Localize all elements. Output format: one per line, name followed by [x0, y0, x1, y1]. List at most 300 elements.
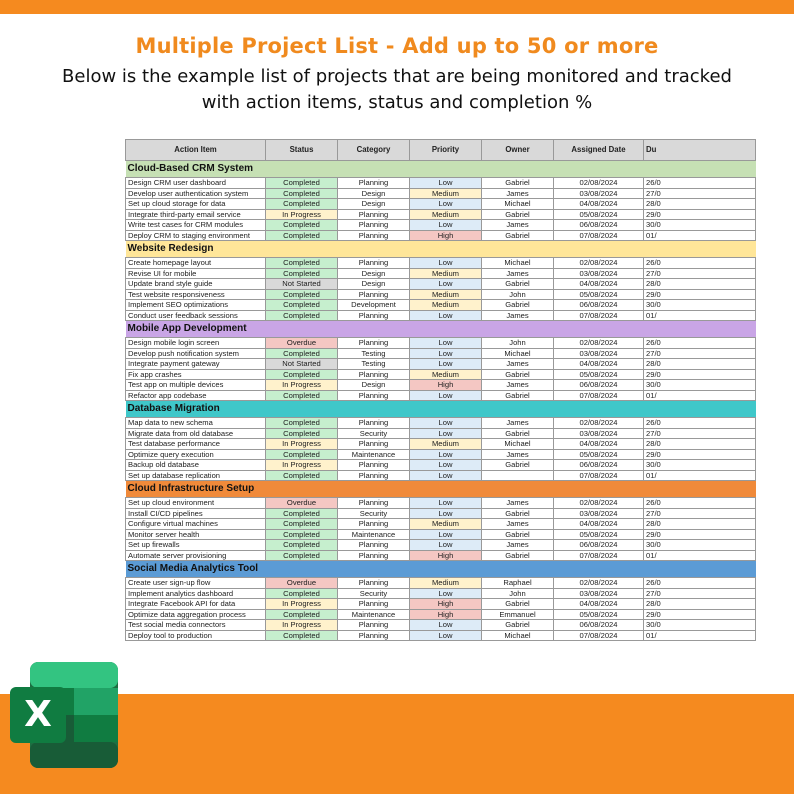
cell-category[interactable]: Planning	[338, 630, 410, 641]
cell-priority[interactable]: Medium	[410, 369, 482, 380]
cell-owner[interactable]: James	[482, 359, 554, 370]
cell-owner[interactable]: James	[482, 418, 554, 429]
table-row	[126, 470, 756, 481]
cell-category[interactable]: Planning	[338, 470, 410, 481]
cell-due-date[interactable]: 29/0	[644, 529, 756, 540]
cell-assigned-date[interactable]: 03/08/2024	[554, 428, 644, 439]
column-header-category[interactable]: Category	[338, 140, 410, 161]
cell-status[interactable]: Completed	[266, 178, 338, 189]
table-row	[126, 588, 756, 599]
cell-owner[interactable]: John	[482, 588, 554, 599]
cell-action-item[interactable]: Integrate third-party email service	[126, 209, 266, 220]
cell-due-date[interactable]: 30/0	[644, 220, 756, 231]
cell-category[interactable]: Planning	[338, 540, 410, 551]
cell-category[interactable]: Testing	[338, 359, 410, 370]
cell-status[interactable]: Completed	[266, 348, 338, 359]
cell-due-date[interactable]: 30/0	[644, 380, 756, 391]
cell-status[interactable]: Completed	[266, 609, 338, 620]
section-header-row	[126, 161, 756, 178]
cell-category[interactable]: Planning	[338, 578, 410, 589]
cell-action-item[interactable]: Set up cloud environment	[126, 498, 266, 509]
cell-action-item[interactable]: Design CRM user dashboard	[126, 178, 266, 189]
table-row	[126, 418, 756, 429]
cell-status[interactable]: In Progress	[266, 599, 338, 610]
cell-action-item[interactable]: Update brand style guide	[126, 279, 266, 290]
cell-status[interactable]: Completed	[266, 508, 338, 519]
cell-status[interactable]: Completed	[266, 418, 338, 429]
cell-due-date[interactable]: 30/0	[644, 620, 756, 631]
cell-due-date[interactable]: 27/0	[644, 508, 756, 519]
column-header-action-item[interactable]: Action Item	[126, 140, 266, 161]
cell-status[interactable]: Completed	[266, 470, 338, 481]
cell-status[interactable]: Completed	[266, 550, 338, 561]
cell-owner[interactable]: Michael	[482, 199, 554, 210]
cell-priority[interactable]: Medium	[410, 268, 482, 279]
cell-due-date[interactable]: 30/0	[644, 300, 756, 311]
cell-action-item[interactable]: Fix app crashes	[126, 369, 266, 380]
cell-priority[interactable]: Low	[410, 390, 482, 401]
cell-action-item[interactable]: Set up cloud storage for data	[126, 199, 266, 210]
cell-status[interactable]: Completed	[266, 630, 338, 641]
cell-assigned-date[interactable]: 06/08/2024	[554, 620, 644, 631]
cell-due-date[interactable]: 26/0	[644, 498, 756, 509]
cell-category[interactable]: Planning	[338, 338, 410, 349]
cell-status[interactable]: Completed	[266, 300, 338, 311]
cell-owner[interactable]: John	[482, 338, 554, 349]
cell-action-item[interactable]: Create user sign-up flow	[126, 578, 266, 589]
cell-due-date[interactable]: 26/0	[644, 578, 756, 589]
table-row	[126, 348, 756, 359]
cell-category[interactable]: Design	[338, 380, 410, 391]
cell-assigned-date[interactable]: 06/08/2024	[554, 380, 644, 391]
cell-status[interactable]: Completed	[266, 390, 338, 401]
cell-action-item[interactable]: Integrate payment gateway	[126, 359, 266, 370]
cell-owner[interactable]: Michael	[482, 348, 554, 359]
cell-action-item[interactable]: Monitor server health	[126, 529, 266, 540]
cell-status[interactable]: Overdue	[266, 338, 338, 349]
cell-category[interactable]: Planning	[338, 460, 410, 471]
cell-priority[interactable]: High	[410, 550, 482, 561]
cell-owner[interactable]: Gabriel	[482, 230, 554, 241]
cell-priority[interactable]: Low	[410, 178, 482, 189]
cell-action-item[interactable]: Revise UI for mobile	[126, 268, 266, 279]
column-header-due-date[interactable]: Du	[644, 140, 756, 161]
cell-status[interactable]: Completed	[266, 230, 338, 241]
cell-action-item[interactable]: Deploy tool to production	[126, 630, 266, 641]
cell-owner[interactable]: Gabriel	[482, 599, 554, 610]
cell-status[interactable]: Completed	[266, 188, 338, 199]
cell-priority[interactable]: Medium	[410, 209, 482, 220]
cell-assigned-date[interactable]: 02/08/2024	[554, 338, 644, 349]
cell-due-date[interactable]: 29/0	[644, 449, 756, 460]
cell-status[interactable]: Completed	[266, 519, 338, 530]
cell-category[interactable]: Planning	[338, 550, 410, 561]
cell-due-date[interactable]: 27/0	[644, 428, 756, 439]
cell-status[interactable]: Completed	[266, 220, 338, 231]
cell-category[interactable]: Planning	[338, 209, 410, 220]
cell-assigned-date[interactable]: 07/08/2024	[554, 390, 644, 401]
cell-assigned-date[interactable]: 02/08/2024	[554, 498, 644, 509]
cell-status[interactable]: Completed	[266, 540, 338, 551]
cell-category[interactable]: Planning	[338, 369, 410, 380]
cell-owner[interactable]: James	[482, 449, 554, 460]
cell-owner[interactable]: Michael	[482, 630, 554, 641]
cell-action-item[interactable]: Install CI/CD pipelines	[126, 508, 266, 519]
cell-action-item[interactable]: Integrate Facebook API for data	[126, 599, 266, 610]
cell-category[interactable]: Design	[338, 279, 410, 290]
cell-assigned-date[interactable]: 07/08/2024	[554, 470, 644, 481]
cell-category[interactable]: Planning	[338, 418, 410, 429]
column-header-status[interactable]: Status	[266, 140, 338, 161]
cell-assigned-date[interactable]: 03/08/2024	[554, 268, 644, 279]
cell-category[interactable]: Planning	[338, 599, 410, 610]
cell-category[interactable]: Planning	[338, 519, 410, 530]
cell-status[interactable]: Completed	[266, 310, 338, 321]
cell-status[interactable]: In Progress	[266, 439, 338, 450]
cell-category[interactable]: Maintenance	[338, 529, 410, 540]
table-row	[126, 258, 756, 269]
cell-due-date[interactable]: 27/0	[644, 588, 756, 599]
cell-priority[interactable]: Low	[410, 199, 482, 210]
cell-due-date[interactable]: 26/0	[644, 258, 756, 269]
cell-due-date[interactable]: 28/0	[644, 599, 756, 610]
cell-action-item[interactable]: Backup old database	[126, 460, 266, 471]
cell-priority[interactable]: High	[410, 609, 482, 620]
cell-category[interactable]: Planning	[338, 230, 410, 241]
table-row	[126, 498, 756, 509]
cell-assigned-date[interactable]: 04/08/2024	[554, 599, 644, 610]
cell-priority[interactable]: High	[410, 599, 482, 610]
cell-due-date[interactable]: 26/0	[644, 178, 756, 189]
cell-owner[interactable]: James	[482, 220, 554, 231]
table-row	[126, 578, 756, 589]
table-row	[126, 599, 756, 610]
cell-category[interactable]: Planning	[338, 620, 410, 631]
cell-category[interactable]: Design	[338, 268, 410, 279]
cell-action-item[interactable]: Develop user authentication system	[126, 188, 266, 199]
cell-priority[interactable]: Low	[410, 508, 482, 519]
cell-priority[interactable]: Low	[410, 630, 482, 641]
cell-assigned-date[interactable]: 04/08/2024	[554, 279, 644, 290]
page-title: Multiple Project List - Add up to 50 or more	[135, 34, 659, 58]
cell-action-item[interactable]: Design mobile login screen	[126, 338, 266, 349]
cell-priority[interactable]: Low	[410, 588, 482, 599]
cell-due-date[interactable]: 01/	[644, 550, 756, 561]
cell-status[interactable]: In Progress	[266, 209, 338, 220]
cell-category[interactable]: Testing	[338, 348, 410, 359]
cell-action-item[interactable]: Implement SEO optimizations	[126, 300, 266, 311]
cell-priority[interactable]: Low	[410, 540, 482, 551]
cell-owner[interactable]: James	[482, 380, 554, 391]
table-row	[126, 428, 756, 439]
cell-owner[interactable]: Gabriel	[482, 178, 554, 189]
cell-due-date[interactable]: 01/	[644, 630, 756, 641]
cell-owner[interactable]: Gabriel	[482, 369, 554, 380]
cell-owner[interactable]: Gabriel	[482, 279, 554, 290]
cell-action-item[interactable]: Test app on multiple devices	[126, 380, 266, 391]
cell-priority[interactable]: Low	[410, 428, 482, 439]
cell-assigned-date[interactable]: 03/08/2024	[554, 588, 644, 599]
cell-owner[interactable]: Gabriel	[482, 529, 554, 540]
cell-priority[interactable]: Low	[410, 418, 482, 429]
cell-owner[interactable]: Raphael	[482, 578, 554, 589]
cell-priority[interactable]: Medium	[410, 188, 482, 199]
cell-priority[interactable]: Low	[410, 338, 482, 349]
cell-assigned-date[interactable]: 06/08/2024	[554, 220, 644, 231]
cell-status[interactable]: Completed	[266, 529, 338, 540]
cell-category[interactable]: Security	[338, 428, 410, 439]
cell-status[interactable]: In Progress	[266, 620, 338, 631]
cell-owner[interactable]: James	[482, 540, 554, 551]
cell-assigned-date[interactable]: 04/08/2024	[554, 199, 644, 210]
cell-due-date[interactable]: 29/0	[644, 609, 756, 620]
column-header-priority[interactable]: Priority	[410, 140, 482, 161]
table-row	[126, 199, 756, 210]
page-subtitle	[60, 64, 734, 116]
cell-due-date[interactable]: 30/0	[644, 540, 756, 551]
cell-owner[interactable]: Gabriel	[482, 209, 554, 220]
cell-status[interactable]: In Progress	[266, 380, 338, 391]
cell-category[interactable]: Planning	[338, 498, 410, 509]
cell-owner[interactable]: John	[482, 289, 554, 300]
cell-status[interactable]: Overdue	[266, 498, 338, 509]
cell-category[interactable]: Security	[338, 508, 410, 519]
cell-priority[interactable]: Medium	[410, 439, 482, 450]
cell-assigned-date[interactable]: 03/08/2024	[554, 348, 644, 359]
cell-owner[interactable]: James	[482, 310, 554, 321]
cell-due-date[interactable]: 28/0	[644, 279, 756, 290]
cell-owner[interactable]: Michael	[482, 439, 554, 450]
cell-action-item[interactable]: Set up database replication	[126, 470, 266, 481]
cell-due-date[interactable]: 01/	[644, 390, 756, 401]
cell-due-date[interactable]: 28/0	[644, 359, 756, 370]
cell-priority[interactable]: Medium	[410, 289, 482, 300]
cell-priority[interactable]: Low	[410, 620, 482, 631]
subtitle-line-1: Below is the example list of projects that are being monitored and tracked	[62, 66, 732, 87]
cell-status[interactable]: Completed	[266, 268, 338, 279]
cell-assigned-date[interactable]: 05/08/2024	[554, 449, 644, 460]
cell-status[interactable]: Completed	[266, 428, 338, 439]
cell-assigned-date[interactable]: 03/08/2024	[554, 508, 644, 519]
cell-status[interactable]: Not Started	[266, 359, 338, 370]
table-row	[126, 300, 756, 311]
table-row	[126, 310, 756, 321]
section-header-row	[126, 401, 756, 418]
table-row	[126, 519, 756, 530]
cell-assigned-date[interactable]: 02/08/2024	[554, 578, 644, 589]
cell-action-item[interactable]: Develop push notification system	[126, 348, 266, 359]
cell-action-item[interactable]: Conduct user feedback sessions	[126, 310, 266, 321]
section-header-row	[126, 481, 756, 498]
cell-action-item[interactable]: Set up firewalls	[126, 540, 266, 551]
project-table	[125, 139, 756, 641]
cell-action-item[interactable]: Write test cases for CRM modules	[126, 220, 266, 231]
section-title[interactable]: Cloud Infrastructure Setup	[126, 481, 756, 498]
cell-assigned-date[interactable]: 05/08/2024	[554, 209, 644, 220]
table-row	[126, 279, 756, 290]
cell-category[interactable]: Design	[338, 188, 410, 199]
table-row	[126, 609, 756, 620]
cell-action-item[interactable]: Configure virtual machines	[126, 519, 266, 530]
cell-action-item[interactable]: Test website responsiveness	[126, 289, 266, 300]
column-header-owner[interactable]: Owner	[482, 140, 554, 161]
cell-due-date[interactable]: 01/	[644, 470, 756, 481]
cell-owner[interactable]: Gabriel	[482, 300, 554, 311]
cell-due-date[interactable]: 30/0	[644, 460, 756, 471]
section-title[interactable]: Social Media Analytics Tool	[126, 561, 756, 578]
cell-assigned-date[interactable]: 05/08/2024	[554, 609, 644, 620]
section-header-row	[126, 561, 756, 578]
cell-action-item[interactable]: Map data to new schema	[126, 418, 266, 429]
cell-assigned-date[interactable]: 05/08/2024	[554, 529, 644, 540]
cell-due-date[interactable]: 28/0	[644, 439, 756, 450]
cell-due-date[interactable]: 28/0	[644, 199, 756, 210]
cell-owner[interactable]: James	[482, 188, 554, 199]
cell-owner[interactable]: Gabriel	[482, 508, 554, 519]
cell-action-item[interactable]: Deploy CRM to staging environment	[126, 230, 266, 241]
cell-priority[interactable]: Low	[410, 449, 482, 460]
section-title[interactable]: Cloud-Based CRM System	[126, 161, 756, 178]
svg-text:X: X	[24, 694, 52, 735]
cell-priority[interactable]: Low	[410, 348, 482, 359]
cell-status[interactable]: Completed	[266, 588, 338, 599]
cell-priority[interactable]: Low	[410, 310, 482, 321]
cell-category[interactable]: Planning	[338, 220, 410, 231]
table-row	[126, 209, 756, 220]
cell-owner[interactable]: Gabriel	[482, 620, 554, 631]
cell-owner[interactable]: Gabriel	[482, 390, 554, 401]
cell-category[interactable]: Planning	[338, 390, 410, 401]
cell-assigned-date[interactable]: 04/08/2024	[554, 359, 644, 370]
table-row	[126, 268, 756, 279]
cell-owner[interactable]: Michael	[482, 258, 554, 269]
cell-assigned-date[interactable]: 06/08/2024	[554, 460, 644, 471]
cell-assigned-date[interactable]: 07/08/2024	[554, 630, 644, 641]
cell-assigned-date[interactable]: 06/08/2024	[554, 540, 644, 551]
cell-owner[interactable]: James	[482, 498, 554, 509]
cell-assigned-date[interactable]: 04/08/2024	[554, 519, 644, 530]
cell-due-date[interactable]: 27/0	[644, 348, 756, 359]
cell-assigned-date[interactable]: 02/08/2024	[554, 418, 644, 429]
section-title[interactable]: Mobile App Development	[126, 321, 756, 338]
cell-owner[interactable]: Gabriel	[482, 460, 554, 471]
cell-assigned-date[interactable]: 05/08/2024	[554, 289, 644, 300]
subtitle-line-2: with action items, status and completion %	[201, 92, 593, 113]
cell-priority[interactable]: High	[410, 230, 482, 241]
cell-action-item[interactable]: Optimize data aggregation process	[126, 609, 266, 620]
table-row	[126, 630, 756, 641]
cell-status[interactable]: Completed	[266, 199, 338, 210]
table-row	[126, 230, 756, 241]
table-body	[126, 161, 756, 641]
cell-due-date[interactable]: 26/0	[644, 418, 756, 429]
cell-assigned-date[interactable]: 06/08/2024	[554, 300, 644, 311]
cell-status[interactable]: Overdue	[266, 578, 338, 589]
cell-priority[interactable]: Medium	[410, 578, 482, 589]
cell-priority[interactable]: Low	[410, 359, 482, 370]
cell-assigned-date[interactable]: 02/08/2024	[554, 258, 644, 269]
cell-due-date[interactable]: 29/0	[644, 369, 756, 380]
cell-owner[interactable]: Gabriel	[482, 428, 554, 439]
cell-priority[interactable]: High	[410, 380, 482, 391]
cell-assigned-date[interactable]: 02/08/2024	[554, 178, 644, 189]
cell-owner[interactable]: James	[482, 268, 554, 279]
cell-action-item[interactable]: Refactor app codebase	[126, 390, 266, 401]
cell-category[interactable]: Planning	[338, 310, 410, 321]
cell-category[interactable]: Maintenance	[338, 609, 410, 620]
cell-category[interactable]: Planning	[338, 178, 410, 189]
cell-status[interactable]: Not Started	[266, 279, 338, 290]
cell-owner[interactable]: Emmanuel	[482, 609, 554, 620]
cell-category[interactable]: Planning	[338, 289, 410, 300]
table-row	[126, 529, 756, 540]
cell-due-date[interactable]: 27/0	[644, 188, 756, 199]
cell-status[interactable]: Completed	[266, 258, 338, 269]
section-header-row	[126, 321, 756, 338]
cell-action-item[interactable]: Optimize query execution	[126, 449, 266, 460]
column-header-assigned-date[interactable]: Assigned Date	[554, 140, 644, 161]
cell-due-date[interactable]: 01/	[644, 230, 756, 241]
cell-due-date[interactable]: 27/0	[644, 268, 756, 279]
cell-assigned-date[interactable]: 05/08/2024	[554, 369, 644, 380]
cell-action-item[interactable]: Implement analytics dashboard	[126, 588, 266, 599]
cell-category[interactable]: Planning	[338, 439, 410, 450]
cell-action-item[interactable]: Test social media connectors	[126, 620, 266, 631]
cell-due-date[interactable]: 29/0	[644, 289, 756, 300]
cell-due-date[interactable]: 29/0	[644, 209, 756, 220]
cell-status[interactable]: Completed	[266, 449, 338, 460]
cell-priority[interactable]: Low	[410, 529, 482, 540]
cell-due-date[interactable]: 26/0	[644, 338, 756, 349]
section-title[interactable]: Website Redesign	[126, 241, 756, 258]
cell-action-item[interactable]: Automate server provisioning	[126, 550, 266, 561]
cell-category[interactable]: Design	[338, 199, 410, 210]
cell-owner[interactable]	[482, 470, 554, 481]
cell-priority[interactable]: Low	[410, 258, 482, 269]
table-row	[126, 460, 756, 471]
cell-priority[interactable]: Low	[410, 220, 482, 231]
cell-owner[interactable]: Gabriel	[482, 550, 554, 561]
cell-category[interactable]: Security	[338, 588, 410, 599]
cell-assigned-date[interactable]: 03/08/2024	[554, 188, 644, 199]
cell-assigned-date[interactable]: 07/08/2024	[554, 550, 644, 561]
cell-priority[interactable]: Medium	[410, 300, 482, 311]
cell-priority[interactable]: Low	[410, 498, 482, 509]
cell-due-date[interactable]: 01/	[644, 310, 756, 321]
cell-action-item[interactable]: Migrate data from old database	[126, 428, 266, 439]
cell-action-item[interactable]: Create homepage layout	[126, 258, 266, 269]
cell-category[interactable]: Planning	[338, 258, 410, 269]
cell-action-item[interactable]: Test database performance	[126, 439, 266, 450]
cell-assigned-date[interactable]: 04/08/2024	[554, 439, 644, 450]
cell-due-date[interactable]: 28/0	[644, 519, 756, 530]
cell-status[interactable]: Completed	[266, 289, 338, 300]
cell-assigned-date[interactable]: 07/08/2024	[554, 310, 644, 321]
table-row	[126, 540, 756, 551]
table-row	[126, 338, 756, 349]
cell-priority[interactable]: Low	[410, 460, 482, 471]
cell-status[interactable]: Completed	[266, 369, 338, 380]
cell-priority[interactable]: Low	[410, 279, 482, 290]
cell-priority[interactable]: Medium	[410, 519, 482, 530]
cell-category[interactable]: Development	[338, 300, 410, 311]
cell-priority[interactable]: Low	[410, 470, 482, 481]
cell-assigned-date[interactable]: 07/08/2024	[554, 230, 644, 241]
cell-status[interactable]: In Progress	[266, 460, 338, 471]
cell-owner[interactable]: James	[482, 519, 554, 530]
cell-category[interactable]: Maintenance	[338, 449, 410, 460]
section-title[interactable]: Database Migration	[126, 401, 756, 418]
